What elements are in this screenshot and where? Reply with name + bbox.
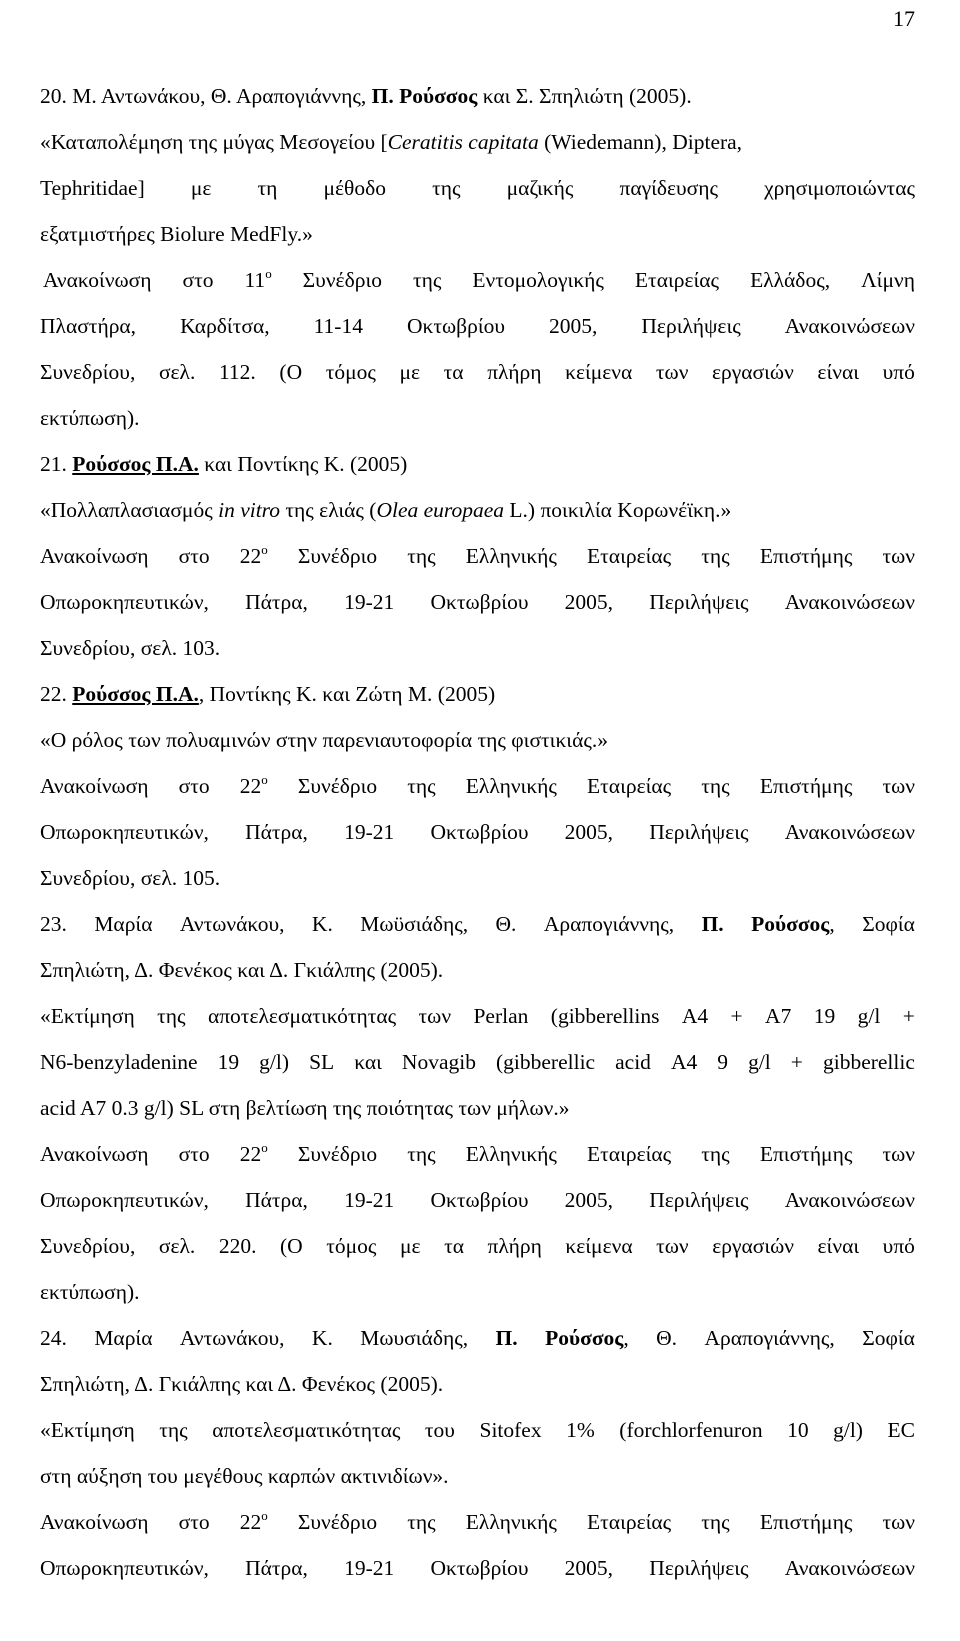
reference-entry-22 <box>40 671 915 901</box>
word: gibberellic <box>822 1050 915 1074</box>
entry-number: 24. <box>40 1326 67 1350</box>
word: 19-21 <box>344 1556 395 1580</box>
word: των <box>882 774 915 798</box>
word: Σοφία <box>862 1326 915 1350</box>
word: (gibberellic <box>496 1050 596 1074</box>
word: τόμος <box>325 360 376 384</box>
word: (Ο <box>279 360 303 384</box>
note-text: εκτύπωση). <box>40 1280 140 1304</box>
authors-text: και Ποντίκης Κ. (2005) <box>198 452 408 476</box>
word: 220. <box>218 1234 257 1258</box>
word: Συνέδριο <box>297 1142 378 1166</box>
word: Επιστήμης <box>759 1510 853 1534</box>
word: των <box>882 1142 915 1166</box>
entry-number: 23. <box>40 912 67 936</box>
ordinal-suffix: ο <box>261 542 268 557</box>
word: υπό <box>882 1234 915 1258</box>
word: και <box>354 1050 382 1074</box>
word: A4 <box>681 1004 709 1028</box>
word: της <box>407 774 436 798</box>
word: στο <box>178 1142 210 1166</box>
word: + <box>902 1004 915 1028</box>
word: Ανακοίνωση <box>40 774 149 798</box>
word: 10 <box>787 1418 809 1442</box>
word: EC <box>887 1418 915 1442</box>
reference-list <box>40 73 915 1591</box>
word: Εταιρείας <box>634 268 720 292</box>
title-text: εξατμιστήρες Biolure MedFly.» <box>40 222 313 246</box>
word: 2005, <box>564 820 614 844</box>
word: των <box>882 1510 915 1534</box>
word: τη <box>257 176 278 200</box>
entry-20-line-3 <box>40 165 915 211</box>
entry-20-line-7 <box>40 349 915 395</box>
entry-20-line-4 <box>40 211 915 257</box>
word: Εντομολογικής <box>472 268 604 292</box>
word: Σοφία <box>862 912 915 936</box>
word: Αραπογιάννης, <box>543 912 675 936</box>
word: της <box>407 1510 436 1534</box>
highlighted-author: Π. Ρούσσος <box>371 84 478 108</box>
word: 19-21 <box>344 1188 395 1212</box>
ordinal-suffix: ο <box>261 772 268 787</box>
entry-20-line-1 <box>40 73 915 119</box>
title-text: L.) ποικιλία Κορωνέϊκη.» <box>504 498 732 522</box>
entry-23-line-4 <box>40 1039 915 1085</box>
word: Ανακοίνωση <box>40 1510 149 1534</box>
entry-23-line-5 <box>40 1085 915 1131</box>
word: μαζικής <box>506 176 574 200</box>
word: κείμενα <box>565 1234 633 1258</box>
word: είναι <box>817 360 860 384</box>
word: 19 <box>217 1050 240 1074</box>
punctuation: , <box>623 1326 629 1350</box>
entry-20-line-6 <box>40 303 915 349</box>
word: της <box>407 544 436 568</box>
word: 19-21 <box>344 590 395 614</box>
word: Ανακοινώσεων <box>784 820 915 844</box>
highlighted-author-initial: Π. <box>701 912 724 936</box>
word: χρησιμοποιώντας <box>764 176 915 200</box>
word: 1% <box>566 1418 595 1442</box>
reference-entry-21 <box>40 441 915 671</box>
word: κείμενα <box>565 360 633 384</box>
entry-22-line-2 <box>40 717 915 763</box>
word: στο <box>178 774 210 798</box>
word: A7 <box>765 1004 792 1028</box>
word: Οκτωβρίου <box>430 1188 529 1212</box>
word: Συνέδριο <box>297 1510 378 1534</box>
word: της <box>701 1510 730 1534</box>
word: Ανακοινώσεων <box>784 1188 915 1212</box>
word: (Ο <box>280 1234 303 1258</box>
reference-entry-23 <box>40 901 915 1315</box>
word: Μωϋσιάδης, <box>360 912 469 936</box>
word: Tephritidae] <box>40 176 145 200</box>
word: Κ. <box>311 912 333 936</box>
word: Sitofex <box>479 1418 542 1442</box>
word: Οπωροκηπευτικών, <box>40 1188 209 1212</box>
word: Αντωνάκου, <box>179 1326 285 1350</box>
word: Εταιρείας <box>587 1510 672 1534</box>
word: Μαρία <box>94 1326 153 1350</box>
entry-number: 21. <box>40 452 73 476</box>
word: Πάτρα, <box>245 590 308 614</box>
word: είναι <box>817 1234 860 1258</box>
word: μέθοδο <box>323 176 386 200</box>
word: Οκτωβρίου <box>430 820 529 844</box>
word: Λίμνη <box>861 268 915 292</box>
word: στο <box>178 1510 210 1534</box>
highlighted-author: Ρούσσος <box>751 912 830 936</box>
word: Περιλήψεις <box>649 1556 749 1580</box>
word: «Εκτίμηση <box>40 1004 135 1028</box>
word: acid <box>615 1050 651 1074</box>
word: Εταιρείας <box>587 774 672 798</box>
word: εργασιών <box>712 360 794 384</box>
word: παγίδευσης <box>619 176 719 200</box>
entry-20-line-2 <box>40 119 915 165</box>
word: (gibberellins <box>550 1004 660 1028</box>
word <box>240 533 268 579</box>
ordinal-suffix: ο <box>261 1508 268 1523</box>
word: g/l) <box>833 1418 863 1442</box>
word: με <box>190 176 212 200</box>
word: Αντωνάκου, <box>179 912 285 936</box>
entry-21-line-3 <box>40 533 915 579</box>
word: αποτελεσματικότητας <box>207 1004 397 1028</box>
entry-21-line-2 <box>40 487 915 533</box>
word: υπό <box>882 360 915 384</box>
word: στο <box>182 268 214 292</box>
authors-text: Σπηλιώτη, Δ. Γκιάλπης και Δ. Φενέκος (2005). <box>40 1372 444 1396</box>
word: Συνεδρίου, <box>40 1234 136 1258</box>
entry-21-line-1 <box>40 441 915 487</box>
word: τα <box>444 1234 464 1258</box>
entry-23-line-8 <box>40 1223 915 1269</box>
word: της <box>701 544 730 568</box>
authors-text: Σπηλιώτη, Δ. Φενέκος και Δ. Γκιάλπης (2005). <box>40 958 444 982</box>
word: g/l) <box>259 1050 290 1074</box>
word: σελ. <box>158 1234 196 1258</box>
word: Πάτρα, <box>245 820 308 844</box>
word: εργασιών <box>712 1234 794 1258</box>
reference-entry-24 <box>40 1315 915 1591</box>
word: της <box>701 1142 730 1166</box>
word: «Εκτίμηση <box>40 1418 135 1442</box>
word: Μωυσιάδης, <box>360 1326 469 1350</box>
word: 19-21 <box>344 820 395 844</box>
word: Οκτωβρίου <box>407 314 505 338</box>
word: Οκτωβρίου <box>430 1556 529 1580</box>
word: Επιστήμης <box>759 544 853 568</box>
authors-text: και Σ. Σπηλιώτη (2005). <box>477 84 692 108</box>
title-text: «Καταπολέμηση της μύγας Μεσογείου [ <box>40 130 388 154</box>
word: Εταιρείας <box>587 544 672 568</box>
pages-text: Συνεδρίου, σελ. 105. <box>40 866 221 890</box>
entry-24-line-6 <box>40 1545 915 1591</box>
word: 11-14 <box>313 314 363 338</box>
word: με <box>399 360 421 384</box>
word: A4 <box>670 1050 698 1074</box>
word: Ελληνικής <box>465 774 557 798</box>
word: SL <box>309 1050 335 1074</box>
title-text: «Ο ρόλος των πολυαμινών στην παρενιαυτοφορία της φιστικιάς.» <box>40 728 608 752</box>
word: των <box>656 1234 689 1258</box>
entry-23-line-6 <box>40 1131 915 1177</box>
word: των <box>882 544 915 568</box>
entry-22-line-4 <box>40 809 915 855</box>
word: Πάτρα, <box>245 1188 308 1212</box>
entry-20-line-5 <box>40 257 915 303</box>
entry-24-line-2 <box>40 1361 915 1407</box>
word: Κ. <box>311 1326 333 1350</box>
latin-term: in vitro <box>218 498 281 522</box>
pages-text: Συνεδρίου, σελ. 103. <box>40 636 221 660</box>
species-name: Olea europaea <box>376 498 505 522</box>
ordinal-suffix: ο <box>261 1140 268 1155</box>
word: Ανακοίνωση <box>40 1142 149 1166</box>
word: Συνέδριο <box>302 268 382 292</box>
ordinal-number: 11 <box>244 268 266 292</box>
word: Ελληνικής <box>465 1510 557 1534</box>
title-text: acid A7 0.3 g/l) SL στη βελτίωση της ποιότητας των μήλων.» <box>40 1096 570 1120</box>
word: Οπωροκηπευτικών, <box>40 820 209 844</box>
word: 19 <box>813 1004 836 1028</box>
word: Θ. <box>656 1326 678 1350</box>
word <box>244 257 271 303</box>
word: Novagib <box>401 1050 476 1074</box>
word: Μαρία <box>94 912 153 936</box>
entry-number: 22. <box>40 682 73 706</box>
entry-24-line-5 <box>40 1499 915 1545</box>
ordinal-suffix: ο <box>265 266 272 281</box>
entry-23-line-1 <box>40 901 915 947</box>
word: 9 <box>717 1050 729 1074</box>
word: 112. <box>218 360 256 384</box>
word: Πλαστήρα, <box>40 314 137 338</box>
word: Αραπογιάννης, <box>704 1326 835 1350</box>
entry-21-line-4 <box>40 579 915 625</box>
word: Επιστήμης <box>759 1142 853 1166</box>
word: g/l <box>857 1004 881 1028</box>
word: Περιλήψεις <box>649 590 749 614</box>
word: Οπωροκηπευτικών, <box>40 1556 209 1580</box>
authors-text: , Ποντίκης Κ. και Ζώτη Μ. (2005) <box>198 682 496 706</box>
entry-23-line-7 <box>40 1177 915 1223</box>
word: σελ. <box>158 360 196 384</box>
word: Ελληνικής <box>465 1142 557 1166</box>
word: με <box>399 1234 421 1258</box>
word: Περιλήψεις <box>649 820 749 844</box>
word: 2005, <box>564 1188 614 1212</box>
word <box>751 901 835 947</box>
reference-entry-20 <box>40 73 915 441</box>
word: 2005, <box>564 590 614 614</box>
word: Ελληνικής <box>465 544 557 568</box>
word: τόμος <box>326 1234 377 1258</box>
word: Ανακοίνωση <box>43 268 152 292</box>
word: Συνέδριο <box>297 774 378 798</box>
word: της <box>157 1004 186 1028</box>
ordinal-number: 22 <box>239 1510 262 1534</box>
word: 2005, <box>564 1556 614 1580</box>
authors-text: 20. Μ. Αντωνάκου, Θ. Αραπογιάννης, <box>40 84 372 108</box>
title-text: (Wiedemann), Diptera, <box>538 130 743 154</box>
word: Επιστήμης <box>759 774 853 798</box>
note-text: εκτύπωση). <box>40 406 140 430</box>
title-text: «Πολλαπλασιασμός <box>40 498 219 522</box>
word: (forchlorfenuron <box>619 1418 763 1442</box>
entry-22-line-3 <box>40 763 915 809</box>
entry-24-line-1 <box>40 1315 915 1361</box>
word: 2005, <box>549 314 598 338</box>
highlighted-author-initial: Π. <box>495 1326 518 1350</box>
word: Perlan <box>473 1004 529 1028</box>
word: Συνεδρίου, <box>40 360 136 384</box>
title-text: της ελιάς ( <box>280 498 377 522</box>
word: αποτελεσματικότητας <box>212 1418 401 1442</box>
highlighted-author: Ρούσσος <box>545 1326 624 1350</box>
word: στο <box>178 544 210 568</box>
punctuation: , <box>829 912 835 936</box>
word <box>240 1499 268 1545</box>
word <box>240 1131 268 1177</box>
word: Καρδίτσα, <box>180 314 270 338</box>
entry-20-line-8 <box>40 395 915 441</box>
title-text: στη αύξηση του μεγέθους καρπών ακτινιδίων». <box>40 1464 449 1488</box>
word: της <box>701 774 730 798</box>
word: N6-benzyladenine <box>40 1050 198 1074</box>
word: g/l <box>748 1050 771 1074</box>
word: Εταιρείας <box>587 1142 672 1166</box>
word: Θ. <box>495 912 517 936</box>
word: Συνέδριο <box>297 544 378 568</box>
word <box>240 763 268 809</box>
highlighted-author: Ρούσσος Π.Α. <box>72 682 199 706</box>
species-name: Ceratitis capitata <box>387 130 539 154</box>
word: + <box>790 1050 803 1074</box>
word: Οπωροκηπευτικών, <box>40 590 209 614</box>
highlighted-author: Ρούσσος Π.Α. <box>72 452 199 476</box>
ordinal-number: 22 <box>239 544 262 568</box>
entry-23-line-2 <box>40 947 915 993</box>
word: Ανακοινώσεων <box>784 590 915 614</box>
entry-21-line-5 <box>40 625 915 671</box>
word: τα <box>443 360 464 384</box>
word: πλήρη <box>487 360 542 384</box>
word: Περιλήψεις <box>649 1188 749 1212</box>
word: της <box>407 1142 436 1166</box>
word: Ανακοινώσεων <box>784 314 915 338</box>
word: των <box>418 1004 452 1028</box>
page-number: 17 <box>893 6 915 31</box>
word: των <box>655 360 689 384</box>
word: του <box>424 1418 455 1442</box>
entry-24-line-3 <box>40 1407 915 1453</box>
word <box>545 1315 629 1361</box>
word: Ανακοινώσεων <box>784 1556 915 1580</box>
word: Οκτωβρίου <box>430 590 529 614</box>
word: Περιλήψεις <box>641 314 741 338</box>
entry-23-line-9 <box>40 1269 915 1315</box>
entry-24-line-4 <box>40 1453 915 1499</box>
entry-22-line-5 <box>40 855 915 901</box>
ordinal-number: 22 <box>239 1142 262 1166</box>
entry-22-line-1 <box>40 671 915 717</box>
ordinal-number: 22 <box>239 774 262 798</box>
entry-23-line-3 <box>40 993 915 1039</box>
word: Πάτρα, <box>245 1556 308 1580</box>
word: της <box>412 268 442 292</box>
word: της <box>159 1418 188 1442</box>
word: πλήρη <box>487 1234 542 1258</box>
word: + <box>730 1004 743 1028</box>
word: Ελλάδος, <box>750 268 831 292</box>
word: Ανακοίνωση <box>40 544 149 568</box>
word: της <box>432 176 461 200</box>
